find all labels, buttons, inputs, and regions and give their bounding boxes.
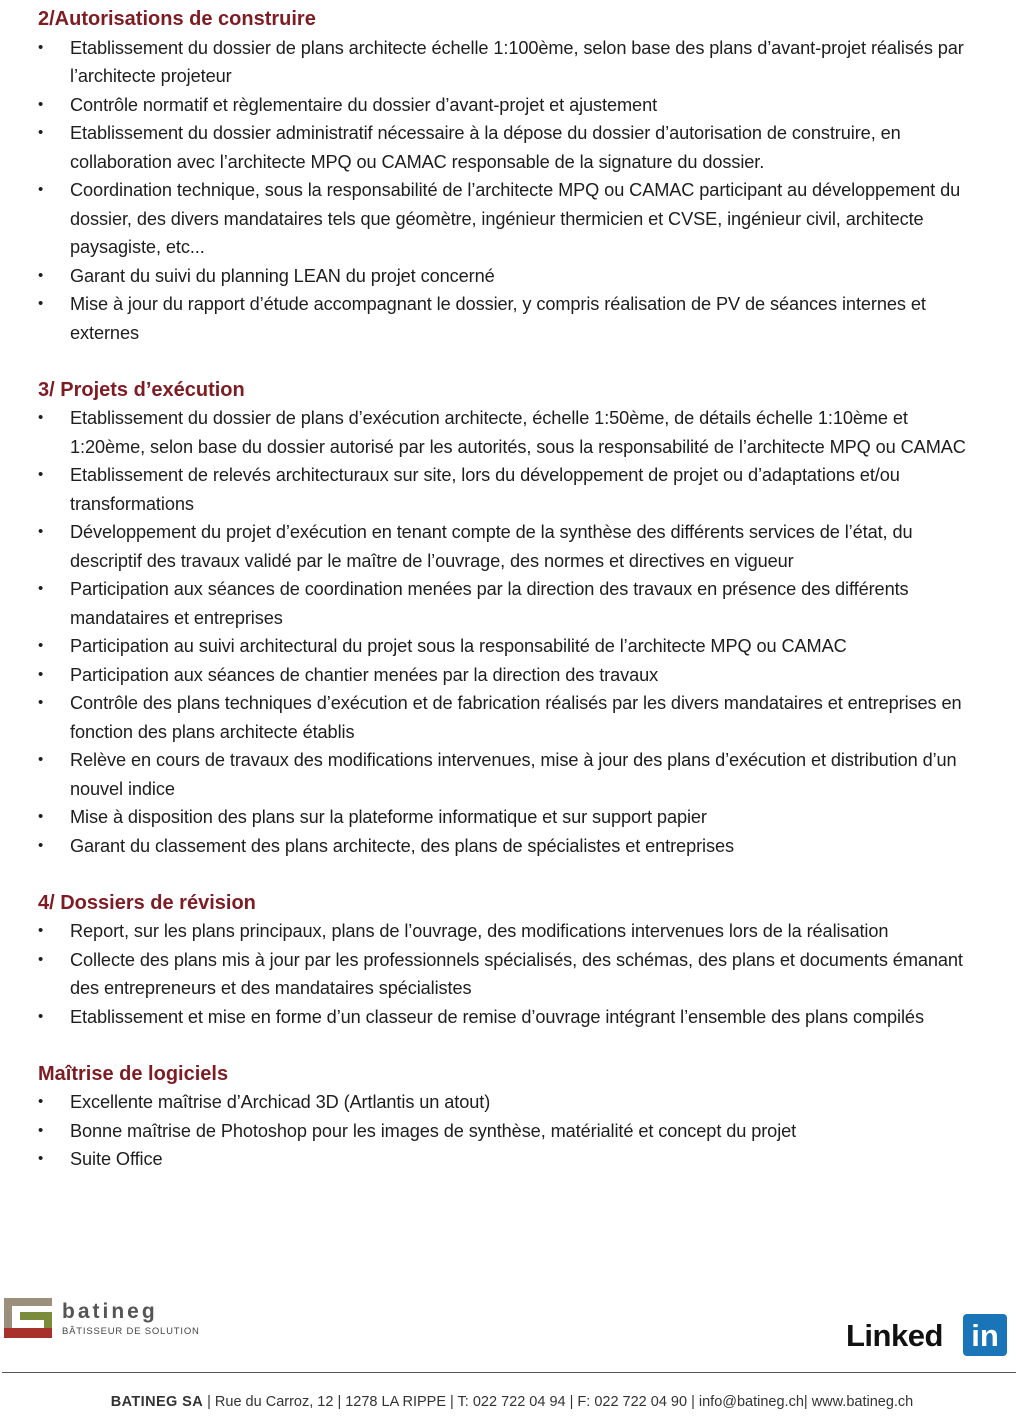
list-item: • Participation au suivi architectural du projet sous la responsabilité de l’architecte MPQ ou CAMAC	[38, 632, 983, 661]
list-item: • Garant du classement des plans architecte, des plans de spécialistes et entreprises	[38, 832, 983, 861]
footer-contact	[0, 1394, 1024, 1410]
list-item: • Contrôle normatif et règlementaire du dossier d’avant-projet et ajustement	[38, 91, 983, 120]
footer-details: | Rue du Carroz, 12 | 1278 LA RIPPE | T: 022 722 04 94 | F: 022 722 04 90 | info@batineg.ch| www.batineg.ch	[203, 1394, 914, 1410]
bullet-list	[38, 1088, 983, 1174]
section-autorisations	[38, 5, 983, 347]
list-item: • Collecte des plans mis à jour par les professionnels spécialisés, des schémas, des plans et documents émanant des entrepreneurs et des mandataires spécialistes	[38, 946, 983, 1003]
section-dossiers-revision	[38, 889, 983, 1032]
document-body	[38, 5, 983, 1202]
list-item: • Etablissement du dossier administratif nécessaire à la dépose du dossier d’autorisation de construire, en collaboration avec l’architecte MPQ ou CAMAC responsable de la signature du dossier.	[38, 119, 983, 176]
footer-divider	[2, 1372, 1016, 1373]
list-item: • Développement du projet d’exécution en tenant compte de la synthèse des différents services de l’état, du descriptif des travaux validé par le maître de l’ouvrage, des normes et directives en vigueur	[38, 518, 983, 575]
logo-tagline: BÂTISSEUR DE SOLUTION	[62, 1326, 200, 1337]
list-item: • Etablissement et mise en forme d’un classeur de remise d’ouvrage intégrant l’ensemble des plans compilés	[38, 1003, 983, 1032]
list-item: • Mise à jour du rapport d’étude accompagnant le dossier, y compris réalisation de PV de séances internes et externes	[38, 290, 983, 347]
footer-company: BATINEG SA	[110, 1394, 204, 1410]
list-item: • Bonne maîtrise de Photoshop pour les images de synthèse, matérialité et concept du projet	[38, 1117, 983, 1146]
bullet-list	[38, 34, 983, 348]
list-item: • Contrôle des plans techniques d’exécution et de fabrication réalisés par les divers mandataires et entreprises en fonction des plans architecte établis	[38, 689, 983, 746]
batineg-logo-mark-icon	[4, 1298, 52, 1338]
linkedin-text: Linked	[846, 1318, 943, 1353]
section-title: 2/Autorisations de construire	[38, 8, 316, 30]
linkedin-icon: in	[963, 1314, 1007, 1356]
list-item: • Mise à disposition des plans sur la plateforme informatique et sur support papier	[38, 803, 983, 832]
section-title: 3/ Projets d’exécution	[38, 378, 245, 401]
section-title: Maîtrise de logiciels	[38, 1062, 229, 1085]
list-item: • Excellente maîtrise d’Archicad 3D (Artlantis un atout)	[38, 1088, 983, 1117]
list-item: • Coordination technique, sous la responsabilité de l’architecte MPQ ou CAMAC participant au développement du dossier, des divers mandataires tels que géomètre, ingénieur thermicien et CVSE, ingénieur civil, architecte paysagiste, etc...	[38, 176, 983, 262]
list-item: • Relève en cours de travaux des modifications intervenues, mise à jour des plans d’exécution et distribution d’un nouvel indice	[38, 746, 983, 803]
section-title: 4/ Dossiers de révision	[38, 891, 256, 914]
list-item: • Participation aux séances de chantier menées par la direction des travaux	[38, 661, 983, 690]
logo-name: batineg	[62, 1300, 158, 1323]
list-item: • Etablissement du dossier de plans architecte échelle 1:100ème, selon base des plans d’avant-projet réalisés par l’architecte projeteur	[38, 34, 983, 91]
list-item: • Participation aux séances de coordination menées par la direction des travaux en présence des différents mandataires et entreprises	[38, 575, 983, 632]
batineg-logo[interactable]	[4, 1298, 204, 1338]
section-logiciels	[38, 1060, 983, 1174]
list-item: • Garant du suivi du planning LEAN du projet concerné	[38, 262, 983, 291]
footer-logos	[0, 1290, 1024, 1370]
bullet-list	[38, 917, 983, 1031]
bullet-list	[38, 404, 983, 860]
list-item: • Etablissement de relevés architecturaux sur site, lors du développement de projet ou d’adaptations et/ou transformations	[38, 461, 983, 518]
section-projets-execution	[38, 376, 983, 861]
list-item: • Report, sur les plans principaux, plans de l’ouvrage, des modifications intervenues lors de la réalisation	[38, 917, 983, 946]
list-item: • Suite Office	[38, 1145, 983, 1174]
list-item: • Etablissement du dossier de plans d’exécution architecte, échelle 1:50ème, de détails échelle 1:10ème et 1:20ème, selon base du dossier autorisé par les autorités, sous la responsabilité de l’architecte MPQ ou CAMAC	[38, 404, 983, 461]
